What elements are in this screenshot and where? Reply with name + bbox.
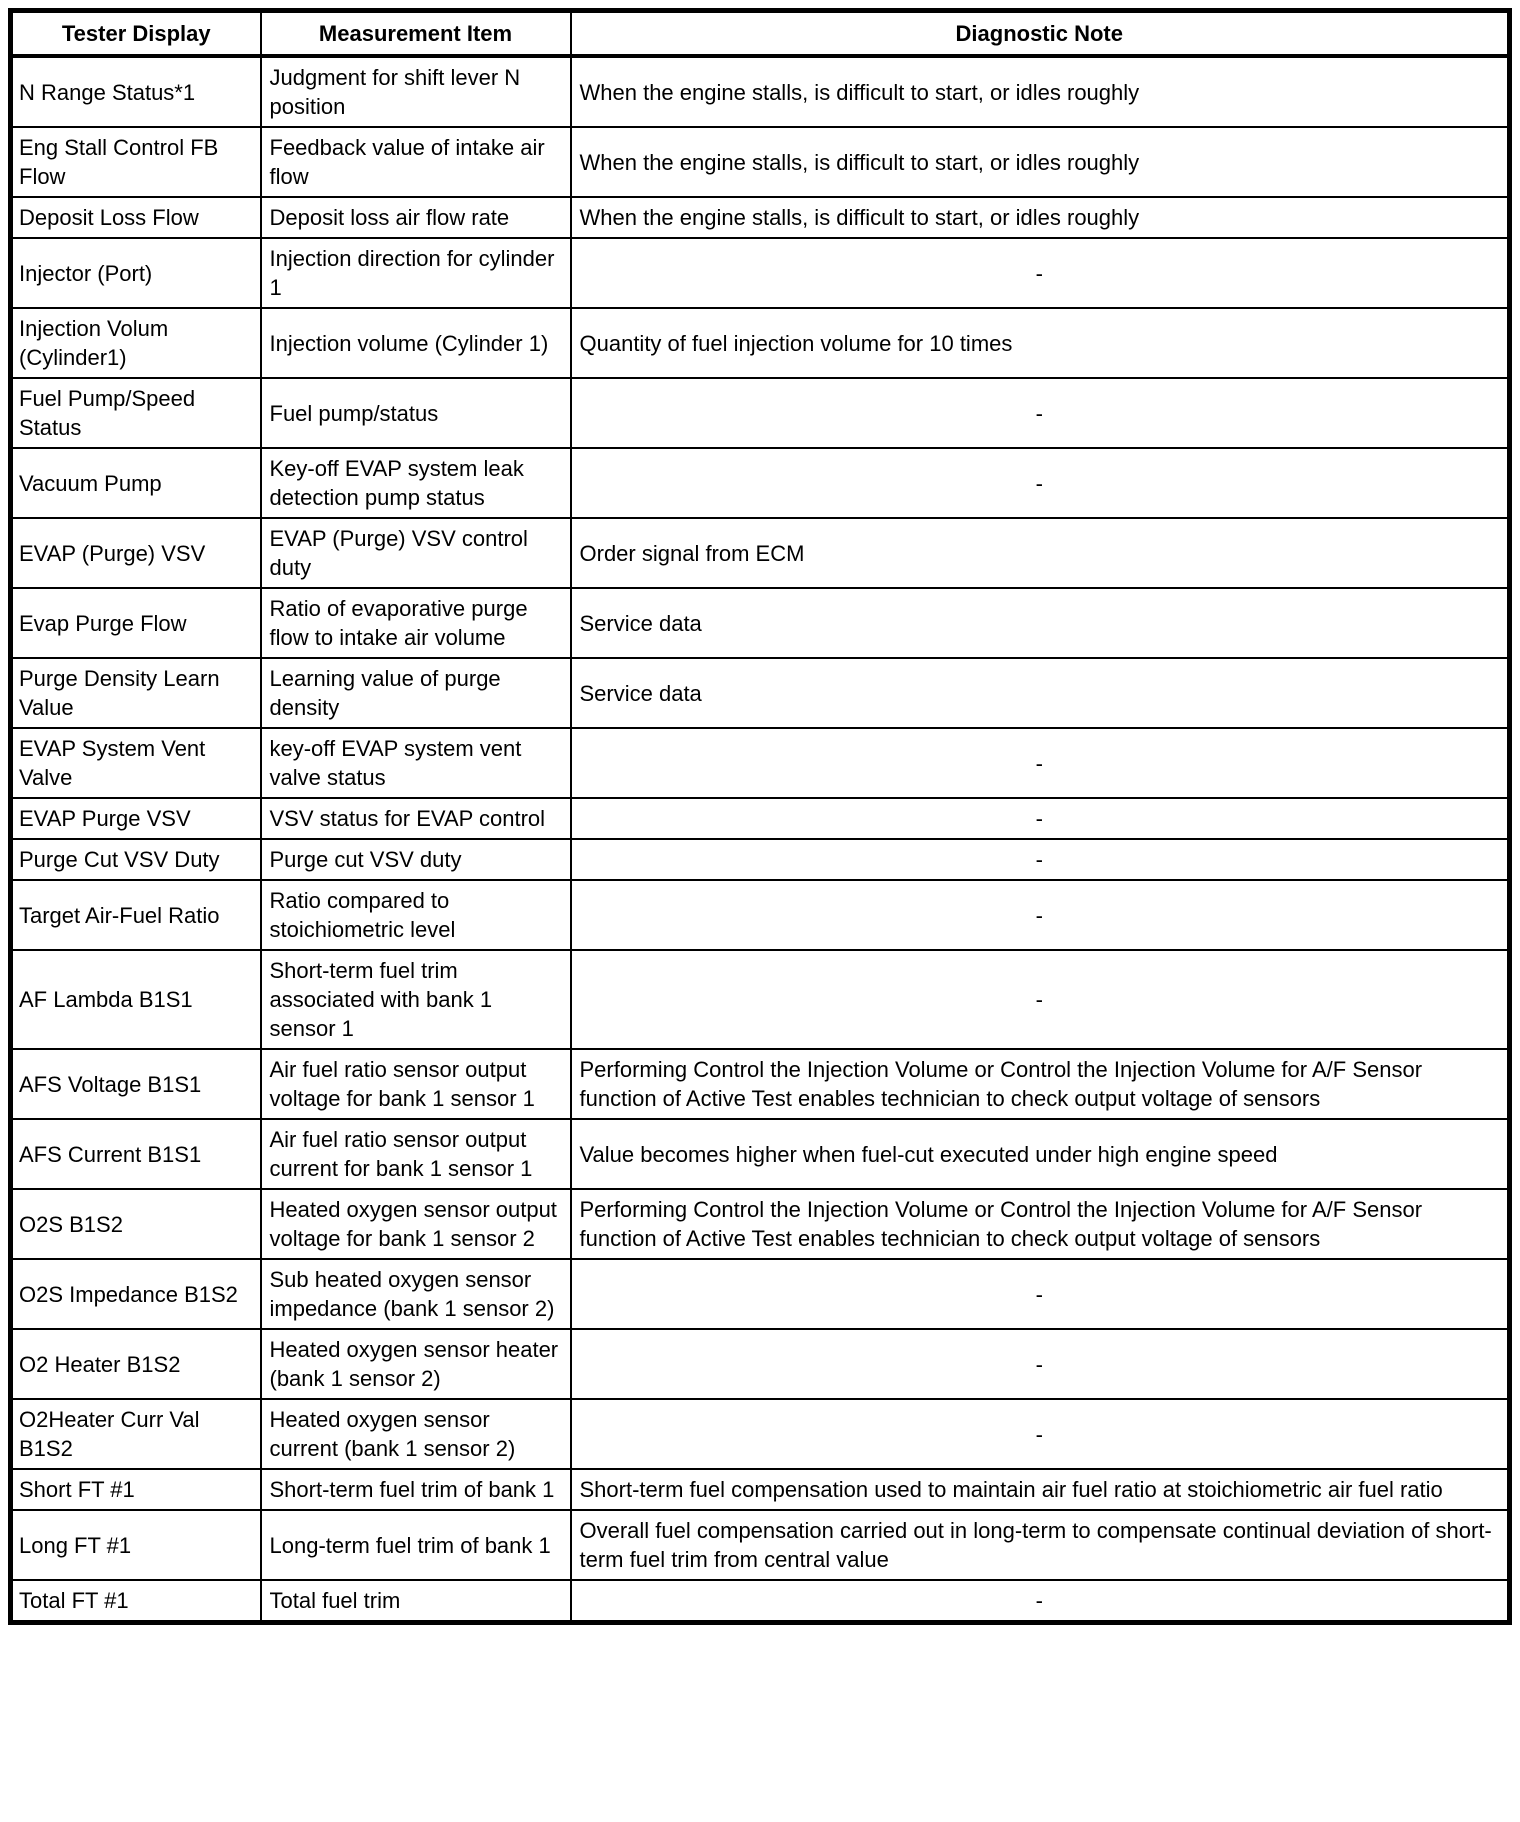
measurement-item-cell: Injection direction for cylinder 1 xyxy=(261,238,571,308)
column-header-tester-display: Tester Display xyxy=(11,11,261,57)
diagnostic-note-cell: - xyxy=(571,950,1510,1049)
diagnostic-note-cell: Overall fuel compensation carried out in long-term to compensate continual deviation of short-term fuel trim from central value xyxy=(571,1510,1510,1580)
diagnostic-note-cell: - xyxy=(571,798,1510,839)
table-row xyxy=(11,518,1510,588)
diagnostic-note-cell: - xyxy=(571,1259,1510,1329)
diagnostic-note-cell: When the engine stalls, is difficult to start, or idles roughly xyxy=(571,56,1510,127)
table-row xyxy=(11,880,1510,950)
diagnostic-note-cell: Order signal from ECM xyxy=(571,518,1510,588)
measurement-item-cell: Fuel pump/status xyxy=(261,378,571,448)
header-row xyxy=(11,11,1510,57)
tester-display-cell: AFS Current B1S1 xyxy=(11,1119,261,1189)
diagnostic-note-cell: Quantity of fuel injection volume for 10 times xyxy=(571,308,1510,378)
table-row xyxy=(11,839,1510,880)
measurement-item-cell: Deposit loss air flow rate xyxy=(261,197,571,238)
diagnostic-note-cell: - xyxy=(571,378,1510,448)
column-header-measurement-item: Measurement Item xyxy=(261,11,571,57)
table-row xyxy=(11,197,1510,238)
tester-display-cell: EVAP (Purge) VSV xyxy=(11,518,261,588)
tester-display-cell: Eng Stall Control FB Flow xyxy=(11,127,261,197)
tester-display-cell: Deposit Loss Flow xyxy=(11,197,261,238)
column-header-diagnostic-note: Diagnostic Note xyxy=(571,11,1510,57)
diagnostic-note-cell: - xyxy=(571,448,1510,518)
measurement-item-cell: Sub heated oxygen sensor impedance (bank 1 sensor 2) xyxy=(261,1259,571,1329)
table-row xyxy=(11,1329,1510,1399)
table-row xyxy=(11,378,1510,448)
table-row xyxy=(11,127,1510,197)
measurement-item-cell: Ratio compared to stoichiometric level xyxy=(261,880,571,950)
diagnostic-note-cell: - xyxy=(571,728,1510,798)
diagnostic-note-cell: - xyxy=(571,839,1510,880)
tester-display-cell: O2Heater Curr Val B1S2 xyxy=(11,1399,261,1469)
table-row xyxy=(11,448,1510,518)
measurement-item-cell: Heated oxygen sensor heater (bank 1 sensor 2) xyxy=(261,1329,571,1399)
table-row xyxy=(11,950,1510,1049)
tester-display-cell: Short FT #1 xyxy=(11,1469,261,1510)
tester-display-cell: N Range Status*1 xyxy=(11,56,261,127)
tester-display-cell: Injection Volum (Cylinder1) xyxy=(11,308,261,378)
measurement-item-cell: VSV status for EVAP control xyxy=(261,798,571,839)
table-row xyxy=(11,798,1510,839)
diagnostic-note-cell: Performing Control the Injection Volume or Control the Injection Volume for A/F Sensor function of Active Test enables technician to check output voltage of sensors xyxy=(571,1189,1510,1259)
diagnostic-note-cell: - xyxy=(571,1580,1510,1623)
table-body xyxy=(11,56,1510,1623)
table-row xyxy=(11,1510,1510,1580)
measurement-item-cell: Injection volume (Cylinder 1) xyxy=(261,308,571,378)
tester-display-cell: O2S B1S2 xyxy=(11,1189,261,1259)
measurement-item-cell: Feedback value of intake air flow xyxy=(261,127,571,197)
measurement-item-cell: Total fuel trim xyxy=(261,1580,571,1623)
diagnostic-note-cell: Service data xyxy=(571,588,1510,658)
diagnostic-note-cell: Performing Control the Injection Volume or Control the Injection Volume for A/F Sensor function of Active Test enables technician to check output voltage of sensors xyxy=(571,1049,1510,1119)
table-row xyxy=(11,1580,1510,1623)
diagnostic-note-cell: - xyxy=(571,1329,1510,1399)
tester-display-cell: Injector (Port) xyxy=(11,238,261,308)
measurement-item-cell: Long-term fuel trim of bank 1 xyxy=(261,1510,571,1580)
tester-display-cell: Long FT #1 xyxy=(11,1510,261,1580)
measurement-item-cell: Key-off EVAP system leak detection pump status xyxy=(261,448,571,518)
table-row xyxy=(11,1259,1510,1329)
tester-display-cell: Fuel Pump/Speed Status xyxy=(11,378,261,448)
tester-display-cell: O2 Heater B1S2 xyxy=(11,1329,261,1399)
diagnostic-note-cell: - xyxy=(571,880,1510,950)
diagnostic-note-cell: - xyxy=(571,1399,1510,1469)
tester-display-cell: Purge Cut VSV Duty xyxy=(11,839,261,880)
table-row xyxy=(11,588,1510,658)
diagnostic-data-table xyxy=(8,8,1512,1625)
table-row xyxy=(11,1049,1510,1119)
tester-display-cell: AFS Voltage B1S1 xyxy=(11,1049,261,1119)
table-row xyxy=(11,1119,1510,1189)
diagnostic-note-cell: Service data xyxy=(571,658,1510,728)
measurement-item-cell: Heated oxygen sensor current (bank 1 sensor 2) xyxy=(261,1399,571,1469)
measurement-item-cell: Ratio of evaporative purge flow to intake air volume xyxy=(261,588,571,658)
tester-display-cell: EVAP Purge VSV xyxy=(11,798,261,839)
measurement-item-cell: Judgment for shift lever N position xyxy=(261,56,571,127)
table-row xyxy=(11,1469,1510,1510)
tester-display-cell: AF Lambda B1S1 xyxy=(11,950,261,1049)
tester-display-cell: EVAP System Vent Valve xyxy=(11,728,261,798)
table-row xyxy=(11,308,1510,378)
measurement-item-cell: key-off EVAP system vent valve status xyxy=(261,728,571,798)
measurement-item-cell: Heated oxygen sensor output voltage for bank 1 sensor 2 xyxy=(261,1189,571,1259)
diagnostic-note-cell: - xyxy=(571,238,1510,308)
measurement-item-cell: Short-term fuel trim associated with bank 1 sensor 1 xyxy=(261,950,571,1049)
tester-display-cell: Total FT #1 xyxy=(11,1580,261,1623)
diagnostic-note-cell: When the engine stalls, is difficult to start, or idles roughly xyxy=(571,127,1510,197)
diagnostic-note-cell: Value becomes higher when fuel-cut executed under high engine speed xyxy=(571,1119,1510,1189)
measurement-item-cell: Purge cut VSV duty xyxy=(261,839,571,880)
tester-display-cell: Purge Density Learn Value xyxy=(11,658,261,728)
tester-display-cell: Vacuum Pump xyxy=(11,448,261,518)
diagnostic-note-cell: Short-term fuel compensation used to maintain air fuel ratio at stoichiometric air fuel ratio xyxy=(571,1469,1510,1510)
tester-display-cell: O2S Impedance B1S2 xyxy=(11,1259,261,1329)
diagnostic-note-cell: When the engine stalls, is difficult to start, or idles roughly xyxy=(571,197,1510,238)
table-row xyxy=(11,1189,1510,1259)
table-row xyxy=(11,658,1510,728)
table-row xyxy=(11,1399,1510,1469)
measurement-item-cell: Air fuel ratio sensor output current for bank 1 sensor 1 xyxy=(261,1119,571,1189)
table-row xyxy=(11,238,1510,308)
measurement-item-cell: EVAP (Purge) VSV control duty xyxy=(261,518,571,588)
tester-display-cell: Evap Purge Flow xyxy=(11,588,261,658)
table-row xyxy=(11,56,1510,127)
measurement-item-cell: Air fuel ratio sensor output voltage for bank 1 sensor 1 xyxy=(261,1049,571,1119)
measurement-item-cell: Short-term fuel trim of bank 1 xyxy=(261,1469,571,1510)
measurement-item-cell: Learning value of purge density xyxy=(261,658,571,728)
tester-display-cell: Target Air-Fuel Ratio xyxy=(11,880,261,950)
table-row xyxy=(11,728,1510,798)
